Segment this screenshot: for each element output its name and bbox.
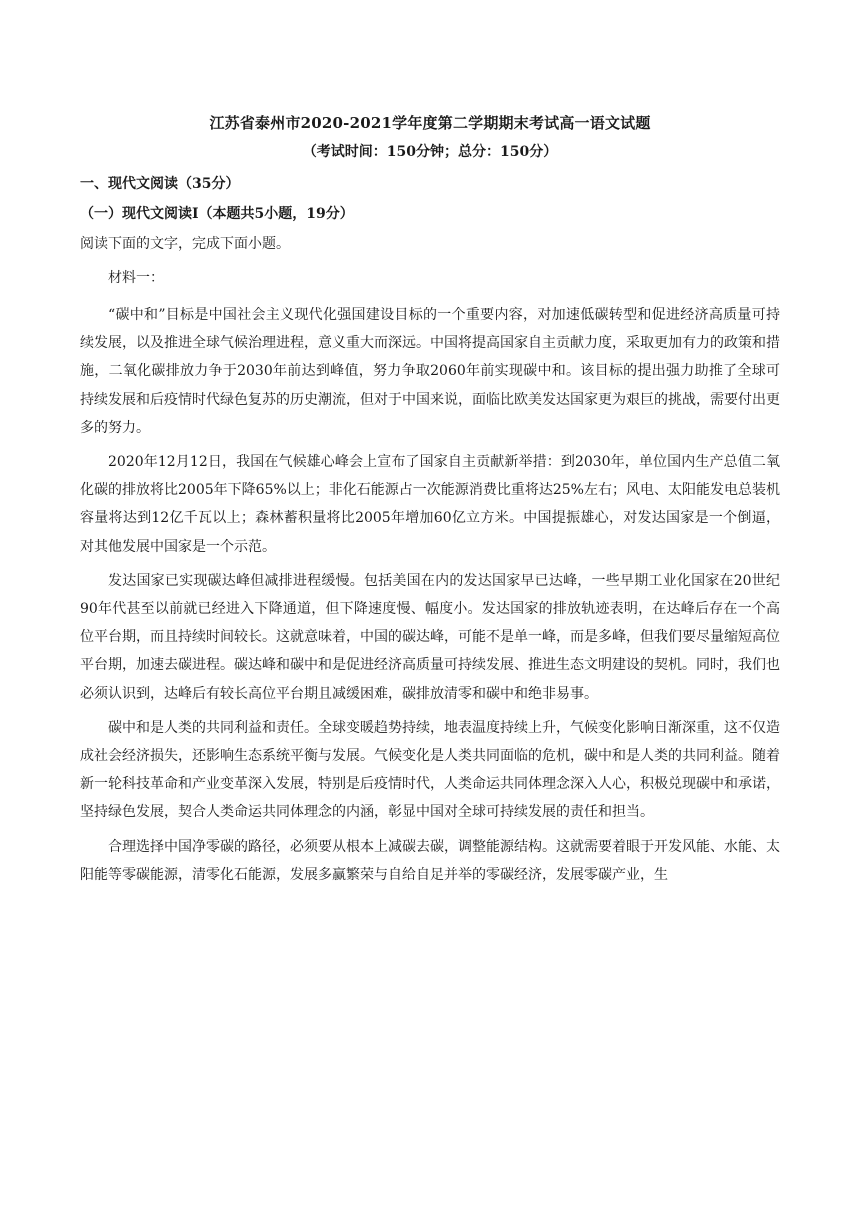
paragraph: 发达国家已实现碳达峰但减排进程缓慢。包括美国在内的发达国家早已达峰，一些早期工业化国家在20世纪90年代甚至以前就已经进入下降通道，但下降速度慢、幅度小。发达国家的排放轨迹表明，在达峰后存在一个高位平台期，而且持续时间较长。这就意味着，中国的碳达峰，可能不是单一峰，而是多峰，但我们要尽量缩短高位平台期，加速去碳进程。碳达峰和碳中和是促进经济高质量可持续发展、推进生态文明建设的契机。同时，我们也必须认识到，达峰后有较长高位平台期且减缓困难，碳排放清零和碳中和绝非易事。 [80,572,780,702]
paragraph: 2020年12月12日，我国在气候雄心峰会上宣布了国家自主贡献新举措：到2030年，单位国内生产总值二氧化碳的排放将比2005年下降65%以上；非化石能源占一次能源消费比重将达25%左右；风电、太阳能发电总装机容量将达到12亿千瓦以上；森林蓄积量将比2005年增加60亿立方米。中国提振雄心，对发达国家是一个倒逼，对其他发展中国家是一个示范。 [80,454,780,555]
document-page [80,105,780,895]
material-label: 材料一： [108,270,164,286]
exam-info: （考试时间：150分钟；总分：150分） [302,144,558,160]
paragraph: “碳中和”目标是中国社会主义现代化强国建设目标的一个重要内容，对加速低碳转型和促进经济高质量可持续发展，以及推进全球气候治理进程，意义重大而深远。中国将提高国家自主贡献力度，采取更加有力的政策和措施，二氧化碳排放力争于2030年前达到峰值，努力争取2060年前实现碳中和。该目标的提出强力助推了全球可持续发展和后疫情时代绿色复苏的历史潮流，但对于中国来说，面临比欧美发达国家更为艰巨的挑战，需要付出更多的努力。 [80,307,780,436]
paragraph: 碳中和是人类的共同利益和责任。全球变暖趋势持续，地表温度持续上升，气候变化影响日渐深重，这不仅造成社会经济损失，还影响生态系统平衡与发展。气候变化是人类共同面临的危机，碳中和是人类的共同利益。随着新一轮科技革命和产业变革深入发展，特别是后疫情时代，人类命运共同体理念深入人心，积极兑现碳中和承诺，坚持绿色发展，契合人类命运共同体理念的内涵，彰显中国对全球可持续发展的责任和担当。 [80,719,780,821]
subsection-heading: （一）现代文阅读Ⅰ（本题共5小题，19分） [80,206,354,222]
paragraph: 合理选择中国净零碳的路径，必须要从根本上减碳去碳，调整能源结构。这就需要着眼于开发风能、水能、太阳能等零碳能源，清零化石能源，发展多赢繁荣与自给自足并举的零碳经济，发展零碳产业，生 [80,838,780,883]
section-heading: 一、现代文阅读（35分） [80,176,240,192]
document-title: 江苏省泰州市2020-2021学年度第二学期期末考试高一语文试题 [209,114,651,132]
reading-instruction: 阅读下面的文字，完成下面小题。 [80,236,290,252]
